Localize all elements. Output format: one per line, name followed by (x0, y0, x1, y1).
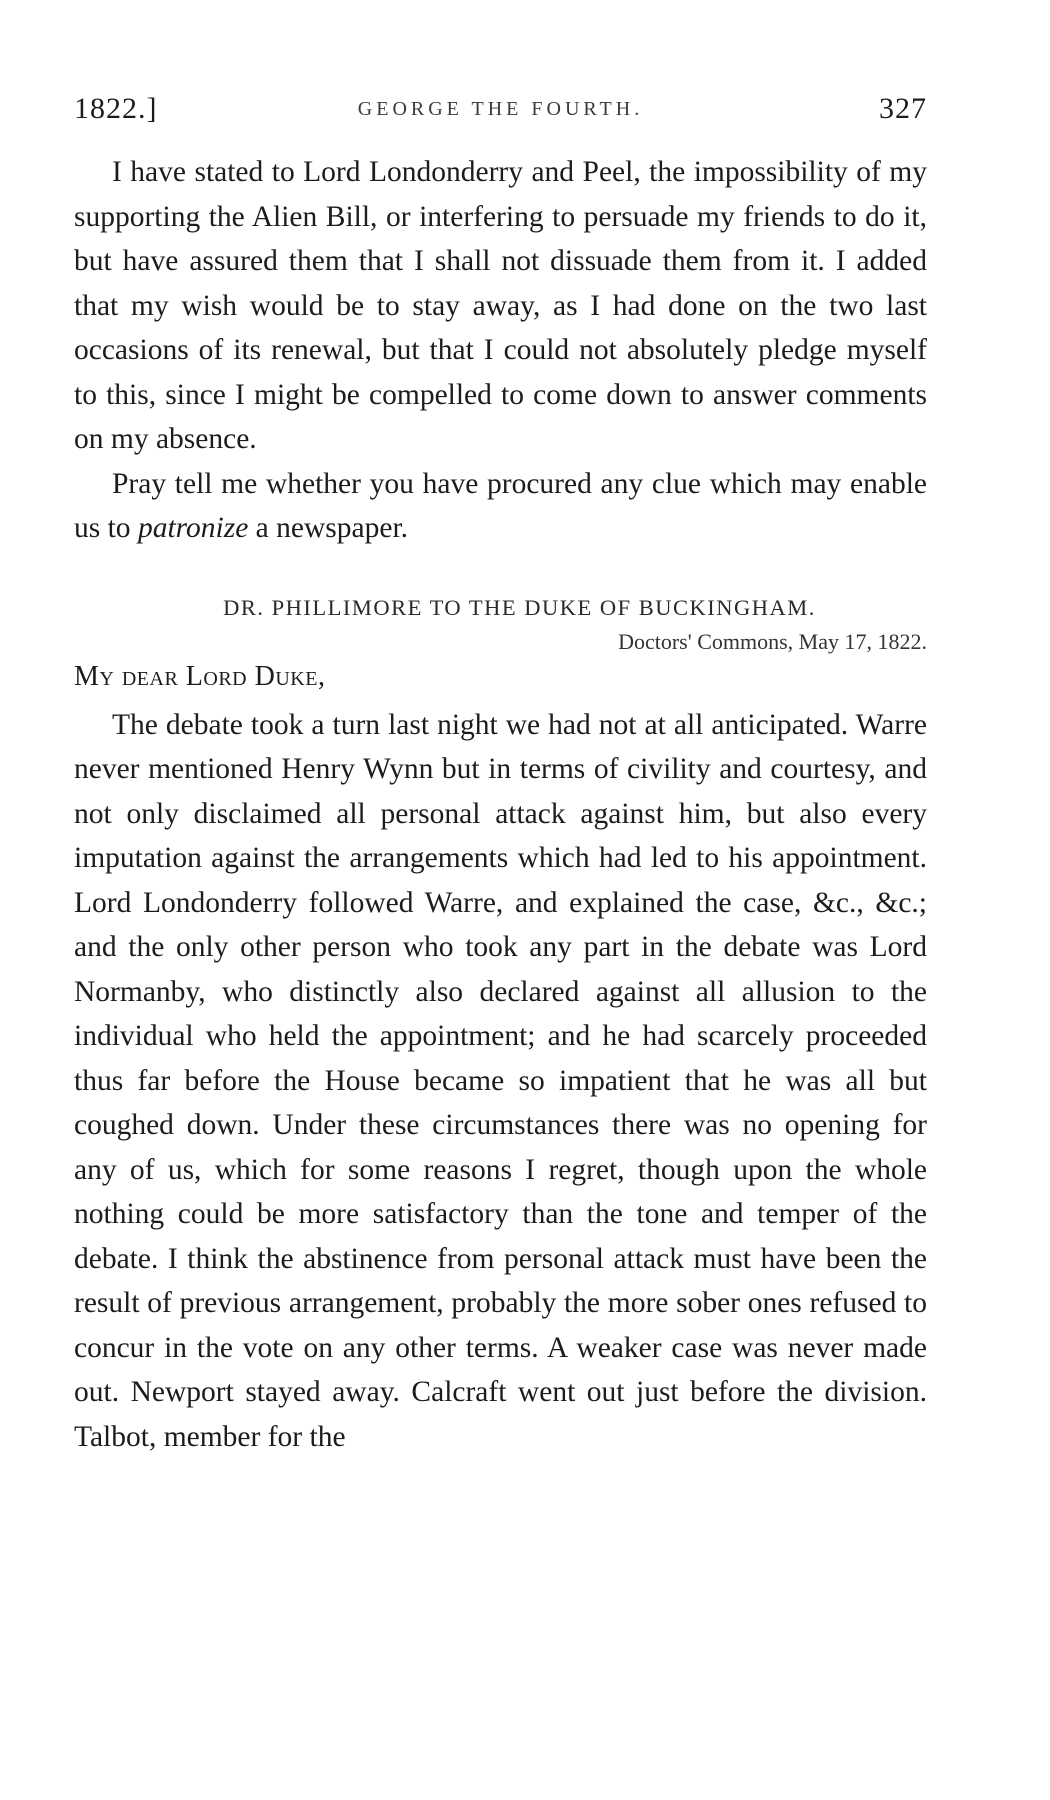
paragraph-newspaper-text-end: a newspaper. (248, 512, 409, 544)
page-number: 327 (879, 92, 927, 125)
letter-dateline: Doctors' Commons, May 17, 1822. (618, 628, 927, 654)
paragraph-newspaper-italic-word: patronize (137, 512, 249, 544)
running-head (74, 92, 927, 136)
paragraph-newspaper (74, 462, 927, 551)
running-head-title: GEORGE THE FOURTH. (357, 98, 644, 120)
letter-salutation: My dear Lord Duke, (74, 660, 326, 692)
running-head-year: 1822.] (74, 92, 158, 125)
paragraph-newspaper-text-start: Pray tell me whether you have procured any clue which may enable us to (74, 467, 927, 544)
book-page (74, 92, 927, 1459)
letter-body: The debate took a turn last night we had not at all anticipated. Warre never mentioned Henry Wynn but in terms of civility and courtesy, and not only disclaimed all personal attack against him, but also every imputation against the arrangements which had led to his appointment. Lord Londonderry followed Warre, and explained the case, &c., &c.; and the only other person who took any part in the debate was Lord Normanby, who distinctly also declared against all allusion to the individual who held the appointment; and he had scarcely proceeded thus far before the House became so impatient that he was all but coughed down. Under these circumstances there was no opening for any of us, which for some reasons I regret, though upon the whole nothing could be more satisfactory than the tone and temper of the debate. I think the abstinence from personal attack must have been the result of previous arrangement, probably the more sober ones refused to concur in the vote on any other terms. A weaker case was never made out. Newport stayed away. Calcraft went out just before the division. Talbot, member for the (74, 708, 927, 1453)
letter-heading: DR. PHILLIMORE TO THE DUKE OF BUCKINGHAM. (223, 594, 816, 620)
paragraph-alien-bill: I have stated to Lord Londonderry and Peel, the impossibility of my supporting the Alien Bill, or interfering to persuade my friends to do it, but have assured them that I shall not dissuade them from it. I added that my wish would be to stay away, as I had done on the two last occasions of its renewal, but that I could not absolutely pledge myself to this, since I might be compelled to come down to answer comments on my absence. (74, 156, 927, 455)
